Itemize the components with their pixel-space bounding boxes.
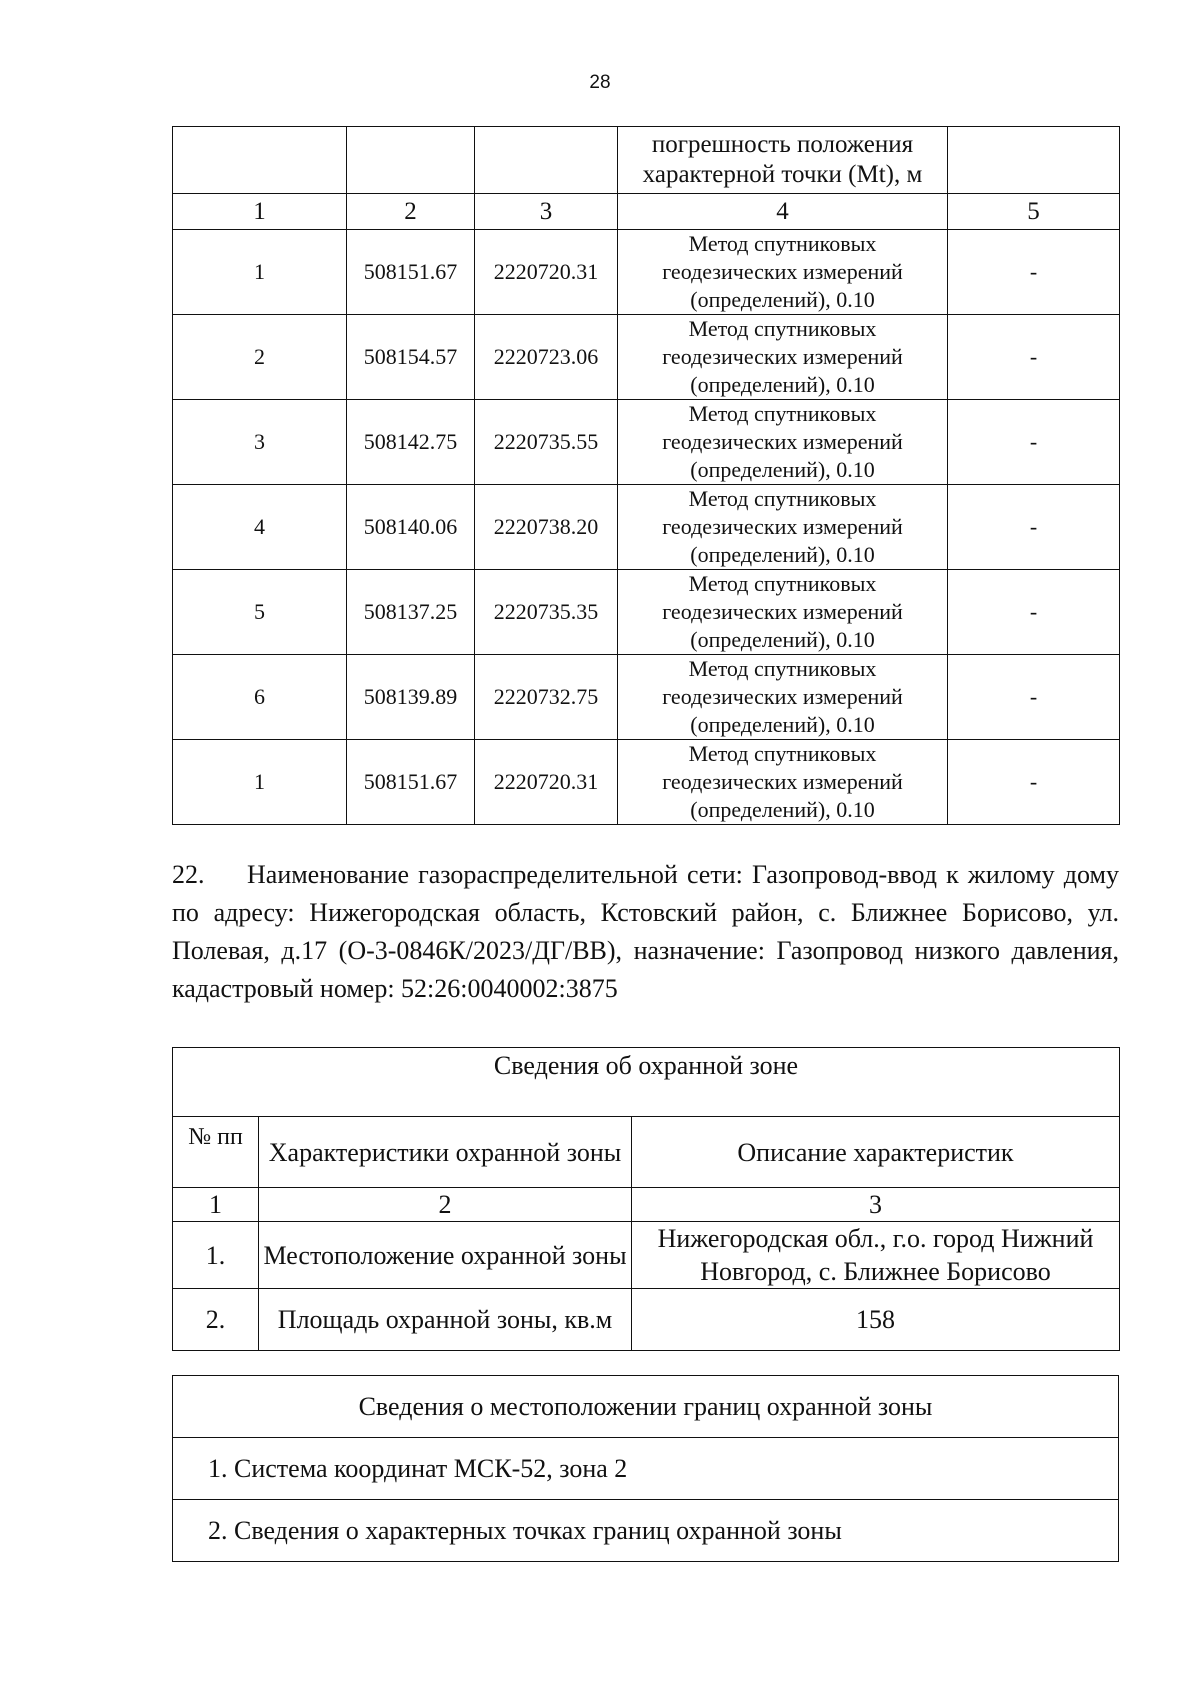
coord-x: 508137.25	[347, 570, 475, 655]
method-cell	[618, 655, 948, 740]
method-cell	[618, 570, 948, 655]
bounds-item: 1. Система координат МСК-52, зона 2	[173, 1438, 1119, 1500]
method-line: геодезических измерений	[662, 769, 903, 794]
header-cell	[173, 127, 347, 194]
method-line: (определений), 0.10	[690, 372, 875, 397]
coord-y: 2220720.31	[475, 230, 618, 315]
method-line: Метод спутниковых	[688, 401, 877, 426]
section-paragraph	[172, 856, 1119, 1008]
row-number: 1.	[173, 1222, 259, 1289]
method-line: (определений), 0.10	[690, 287, 875, 312]
row-number: 2.	[173, 1289, 259, 1351]
zone-table-title: Сведения об охранной зоне	[173, 1048, 1120, 1117]
table-row	[173, 400, 1120, 485]
coord-y: 2220732.75	[475, 655, 618, 740]
method-line: (определений), 0.10	[690, 712, 875, 737]
header-accuracy-line2: характерной точки (Mt), м	[642, 161, 923, 188]
col5-value: -	[948, 485, 1120, 570]
coord-y: 2220735.35	[475, 570, 618, 655]
table-row	[173, 1222, 1120, 1289]
coordinates-header-row	[173, 127, 1120, 194]
header-cell	[475, 127, 618, 194]
method-line: Метод спутниковых	[688, 741, 877, 766]
method-line: (определений), 0.10	[690, 457, 875, 482]
coord-x: 508142.75	[347, 400, 475, 485]
table-row	[173, 740, 1120, 825]
col5-value: -	[948, 315, 1120, 400]
header-number: № пп	[173, 1117, 259, 1188]
table-row	[173, 485, 1120, 570]
method-line: геодезических измерений	[662, 344, 903, 369]
col5-value: -	[948, 740, 1120, 825]
method-line: (определений), 0.10	[690, 542, 875, 567]
table-row	[173, 1500, 1119, 1562]
coord-x: 508151.67	[347, 740, 475, 825]
column-number: 2	[347, 194, 475, 230]
header-cell	[948, 127, 1120, 194]
column-number: 1	[173, 194, 347, 230]
column-number: 2	[259, 1188, 632, 1222]
column-number: 1	[173, 1188, 259, 1222]
method-line: Метод спутниковых	[688, 656, 877, 681]
method-line: Метод спутниковых	[688, 571, 877, 596]
table-row	[173, 570, 1120, 655]
col5-value: -	[948, 570, 1120, 655]
point-number: 4	[173, 485, 347, 570]
column-number: 3	[632, 1188, 1120, 1222]
point-number: 2	[173, 315, 347, 400]
method-line: Метод спутниковых	[688, 486, 877, 511]
method-line: геодезических измерений	[662, 514, 903, 539]
coord-x: 508139.89	[347, 655, 475, 740]
column-number: 5	[948, 194, 1120, 230]
coord-x: 508140.06	[347, 485, 475, 570]
method-cell	[618, 400, 948, 485]
point-number: 1	[173, 230, 347, 315]
method-line: Метод спутниковых	[688, 231, 877, 256]
header-description: Описание характеристик	[632, 1117, 1120, 1188]
zone-title-row	[173, 1048, 1120, 1117]
paragraph-text: Наименование газораспределительной сети: Газопровод-ввод к жилому дому по адресу: Нижегородская область, Кстовский район, с. Ближнее Борисово, ул. Полевая, д.17 (О-3-0846К/2023/ДГ/ВВ), назначение: Газопровод низкого давления, кадастровый номер: 52:26:0040002:3875	[172, 860, 1119, 1003]
characteristic-value: Нижегородская обл., г.о. город Нижний Новгород, с. Ближнее Борисово	[632, 1222, 1120, 1289]
col5-value: -	[948, 230, 1120, 315]
header-cell-accuracy	[618, 127, 948, 194]
column-number: 3	[475, 194, 618, 230]
column-number-row	[173, 1188, 1120, 1222]
protection-zone-table	[172, 1047, 1120, 1351]
boundaries-table	[172, 1375, 1119, 1562]
point-number: 1	[173, 740, 347, 825]
column-number: 4	[618, 194, 948, 230]
bounds-item: 2. Сведения о характерных точках границ охранной зоны	[173, 1500, 1119, 1562]
method-cell	[618, 315, 948, 400]
method-cell	[618, 230, 948, 315]
characteristic-value: 158	[632, 1289, 1120, 1351]
coord-y: 2220738.20	[475, 485, 618, 570]
col5-value: -	[948, 400, 1120, 485]
point-number: 5	[173, 570, 347, 655]
header-cell	[347, 127, 475, 194]
table-row	[173, 1438, 1119, 1500]
bounds-title-row	[173, 1376, 1119, 1438]
header-characteristic: Характеристики охранной зоны	[259, 1117, 632, 1188]
method-cell	[618, 485, 948, 570]
method-line: геодезических измерений	[662, 429, 903, 454]
page-number: 28	[589, 72, 611, 93]
bounds-table-title: Сведения о местоположении границ охранной зоны	[173, 1376, 1119, 1438]
coordinates-table	[172, 126, 1120, 825]
table-row	[173, 315, 1120, 400]
method-line: геодезических измерений	[662, 684, 903, 709]
method-line: геодезических измерений	[662, 599, 903, 624]
point-number: 6	[173, 655, 347, 740]
method-line: геодезических измерений	[662, 259, 903, 284]
method-line: Метод спутниковых	[688, 316, 877, 341]
coord-x: 508154.57	[347, 315, 475, 400]
table-row	[173, 230, 1120, 315]
coord-y: 2220720.31	[475, 740, 618, 825]
table-row	[173, 655, 1120, 740]
header-accuracy-line1: погрешность положения	[651, 131, 914, 158]
point-number: 3	[173, 400, 347, 485]
method-line: (определений), 0.10	[690, 627, 875, 652]
method-line: (определений), 0.10	[690, 797, 875, 822]
coord-x: 508151.67	[347, 230, 475, 315]
paragraph-number: 22.	[172, 860, 205, 889]
coord-y: 2220723.06	[475, 315, 618, 400]
zone-header-row	[173, 1117, 1120, 1188]
table-row	[173, 1289, 1120, 1351]
characteristic-name: Площадь охранной зоны, кв.м	[259, 1289, 632, 1351]
coord-y: 2220735.55	[475, 400, 618, 485]
method-cell	[618, 740, 948, 825]
col5-value: -	[948, 655, 1120, 740]
characteristic-name: Местоположение охранной зоны	[259, 1222, 632, 1289]
column-number-row	[173, 194, 1120, 230]
